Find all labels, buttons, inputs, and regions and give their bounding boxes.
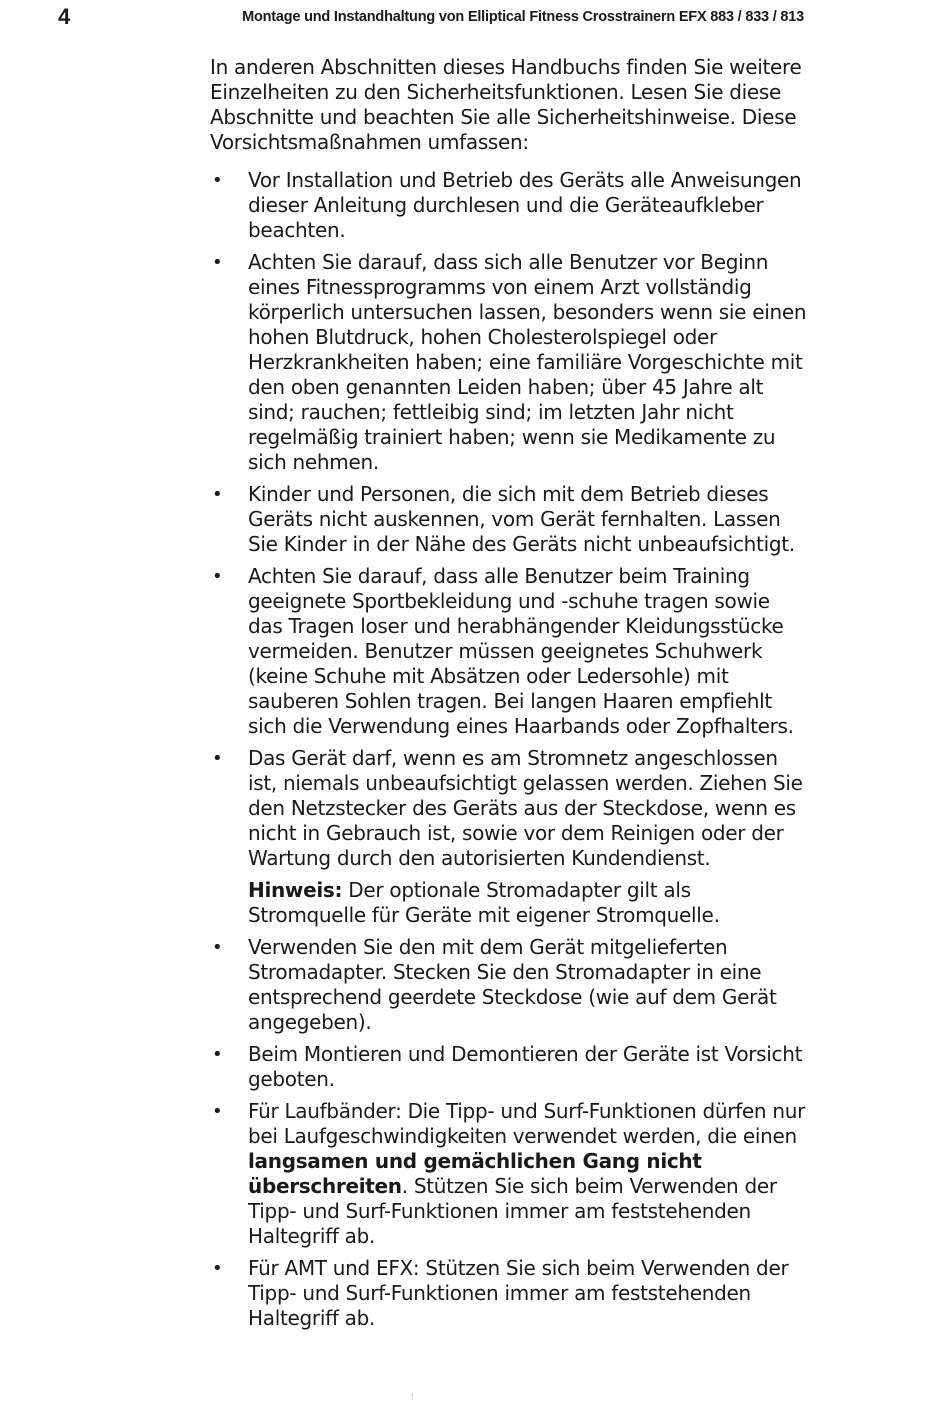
note-label: Hinweis: [248,878,343,902]
list-item-text: Vor Installation und Betrieb des Geräts alle Anweisungen dieser Anleitung durchlesen und die Geräteaufkleber beachten. [248,168,802,242]
list-item-text: Das Gerät darf, wenn es am Stromnetz angeschlossen ist, niemals unbeaufsichtigt gelassen werden. Ziehen Sie den Netzstecker des Geräts aus der Steckdose, wenn es nicht in Gebrauch ist, sowie vor dem Reinigen oder der Wartung durch den autorisierten Kundendienst. [248,746,803,870]
list-item-text-before: Für Laufbänder: Die Tipp- und Surf-Funktionen dürfen nur bei Laufgeschwindigkeiten verwendet werden, die einen [248,1099,806,1148]
main-content [210,55,810,1338]
list-item [210,250,810,475]
list-item-text: Beim Montieren und Demontieren der Geräte ist Vorsicht geboten. [248,1042,803,1091]
footer-mark: ⁝ [411,1392,415,1403]
list-item-emphasis: langsamen und gemächlichen Gang nicht überschreiten [248,1149,702,1198]
bullet-icon: • [212,170,223,191]
note-paragraph [248,878,810,928]
bullet-icon: • [212,484,223,505]
page-number: 4 [58,4,71,29]
list-item-text: Kinder und Personen, die sich mit dem Betrieb dieses Geräts nicht auskennen, vom Gerät fernhalten. Lassen Sie Kinder in der Nähe des Geräts nicht unbeaufsichtigt. [248,482,795,556]
list-item [210,168,810,243]
list-item [210,935,810,1035]
list-item-text: Verwenden Sie den mit dem Gerät mitgelieferten Stromadapter. Stecken Sie den Stromadapter in eine entsprechend geerdete Steckdose (wie auf dem Gerät angegeben). [248,935,777,1034]
bullet-icon: • [212,1258,223,1279]
bullet-icon: • [212,252,223,273]
running-header-title: Montage und Instandhaltung von Elliptical Fitness Crosstrainern EFX 883 / 833 / 813 [242,9,804,25]
list-item [210,564,810,739]
bullet-icon: • [212,1101,223,1122]
list-item [210,1042,810,1092]
list-item [210,746,810,928]
list-item [210,1256,810,1331]
bullet-icon: • [212,937,223,958]
safety-list [210,168,810,1331]
intro-paragraph: In anderen Abschnitten dieses Handbuchs finden Sie weitere Einzelheiten zu den Sicherheitsfunktionen. Lesen Sie diese Abschnitte und beachten Sie alle Sicherheitshinweise. Diese Vorsichtsmaßnahmen umfassen: [210,55,802,154]
bullet-icon: • [212,566,223,587]
bullet-icon: • [212,748,223,769]
list-item-text: Achten Sie darauf, dass alle Benutzer beim Training geeignete Sportbekleidung und -schuhe tragen sowie das Tragen loser und herabhängender Kleidungsstücke vermeiden. Benutzer müssen geeignetes Schuhwerk (keine Schuhe mit Absätzen oder Ledersohle) mit sauberen Sohlen tragen. Bei langen Haaren empfiehlt sich die Verwendung eines Haarbands oder Zopfhalters. [248,564,794,738]
list-item-text: Achten Sie darauf, dass sich alle Benutzer vor Beginn eines Fitnessprogramms von einem Arzt vollständig körperlich untersuchen lassen, besonders wenn sie einen hohen Blutdruck, hohen Cholesterolspiegel oder Herzkrankheiten haben; eine familiäre Vorgeschichte mit den oben genannten Leiden haben; über 45 Jahre alt sind; rauchen; fettleibig sind; im letzten Jahr nicht regelmäßig trainiert haben; wenn sie Medikamente zu sich nehmen. [248,250,807,474]
bullet-icon: • [212,1044,223,1065]
list-item-text: Für AMT und EFX: Stützen Sie sich beim Verwenden der Tipp- und Surf-Funktionen immer am feststehenden Haltegriff ab. [248,1256,789,1330]
note-text: Der optionale Stromadapter gilt als Stromquelle für Geräte mit eigener Stromquelle. [248,878,720,927]
list-item [210,1099,810,1249]
list-item [210,482,810,557]
list-item-text-after: . Stützen Sie sich beim Verwenden der Tipp- und Surf-Funktionen immer am feststehenden Haltegriff ab. [248,1174,777,1248]
